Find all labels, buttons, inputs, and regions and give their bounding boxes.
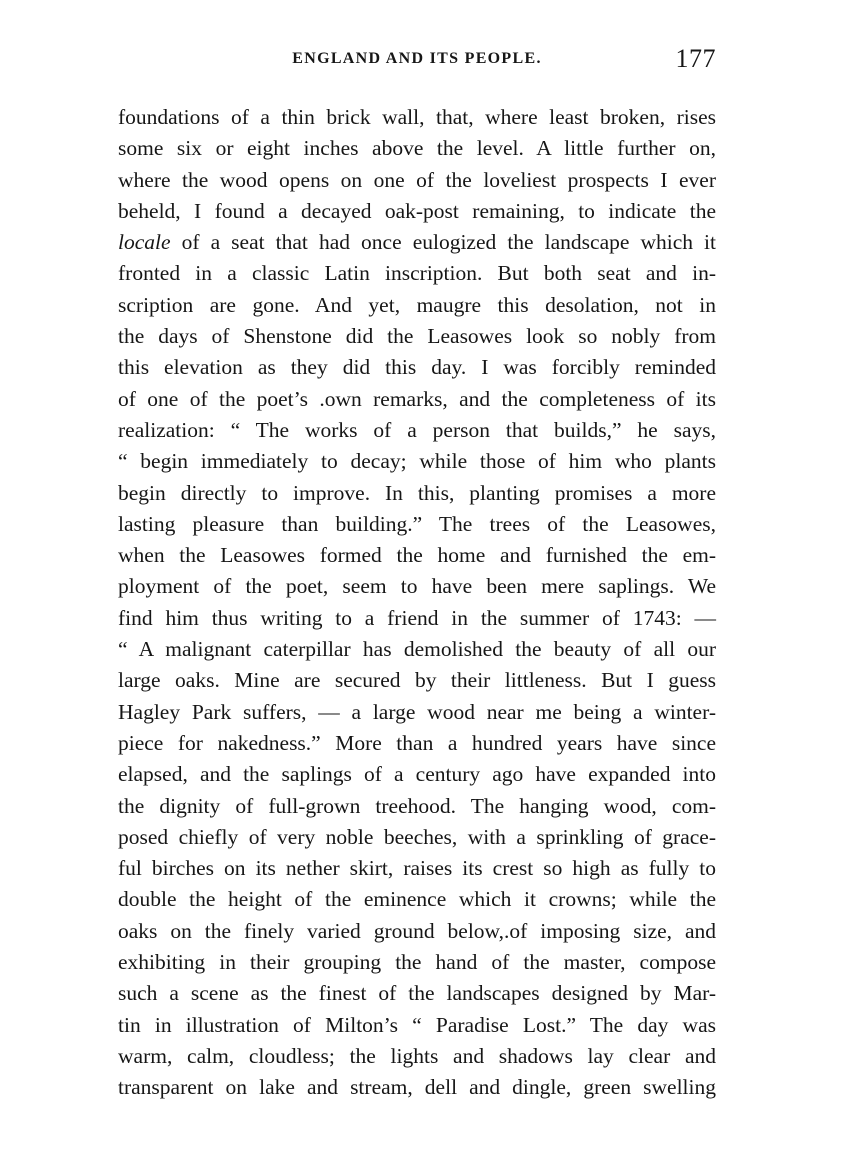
page-number: 177 xyxy=(675,44,716,73)
text-line: large oaks. Mine are secured by their littleness. But I guess xyxy=(118,668,716,693)
text-line xyxy=(118,227,716,258)
text-line: begin directly to improve. In this, planting promises a more xyxy=(118,480,716,505)
text-line: elapsed, and the saplings of a century ago have expanded into xyxy=(118,762,716,787)
text-line: where the wood opens on one of the loveliest prospects I ever xyxy=(118,167,716,192)
text-line: the days of Shenstone did the Leasowes look so nobly from xyxy=(118,324,716,349)
text-line: “ begin immediately to decay; while those of him who plants xyxy=(118,449,716,474)
text-line: some six or eight inches above the level. A little further on, xyxy=(118,136,716,161)
text-line-rest: of a seat that had once eulogized the landscape which it xyxy=(181,230,717,255)
text-line: Hagley Park suffers, — a large wood near me being a winter- xyxy=(118,699,716,724)
text-line: such a scene as the finest of the landscapes designed by Mar- xyxy=(118,981,716,1006)
text-line: find him thus writing to a friend in the summer of 1743: — xyxy=(118,605,716,630)
text-line: beheld, I found a decayed oak-post remaining, to indicate the xyxy=(118,198,716,223)
text-line: ployment of the poet, seem to have been mere saplings. We xyxy=(118,574,716,599)
text-line: of one of the poet’s .own remarks, and the completeness of its xyxy=(118,386,716,411)
text-line: fronted in a classic Latin inscription. But both seat and in- xyxy=(118,261,716,286)
text-line: “ A malignant caterpillar has demolished the beauty of all our xyxy=(118,637,716,662)
body-text xyxy=(118,102,716,1104)
italic-word: locale xyxy=(118,230,171,255)
text-line: tin in illustration of Milton’s “ Paradise Lost.” The day was xyxy=(118,1012,716,1037)
text-line: when the Leasowes formed the home and furnished the em- xyxy=(118,543,716,568)
text-line: oaks on the finely varied ground below,.of imposing size, and xyxy=(118,918,716,943)
text-line: ful birches on its nether skirt, raises its crest so high as fully to xyxy=(118,856,716,881)
text-line: scription are gone. And yet, maugre this desolation, not in xyxy=(118,292,716,317)
text-line: exhibiting in their grouping the hand of the master, compose xyxy=(118,950,716,975)
running-title: ENGLAND AND ITS PEOPLE. xyxy=(292,50,542,67)
text-line: double the height of the eminence which it crowns; while the xyxy=(118,887,716,912)
text-line: this elevation as they did this day. I was forcibly reminded xyxy=(118,355,716,380)
text-line: foundations of a thin brick wall, that, where least broken, rises xyxy=(118,105,716,129)
text-line: lasting pleasure than building.” The trees of the Leasowes, xyxy=(118,511,716,536)
text-line: posed chiefly of very noble beeches, with a sprinkling of grace- xyxy=(118,824,716,849)
text-line: the dignity of full-grown treehood. The hanging wood, com- xyxy=(118,793,716,818)
text-line: piece for nakedness.” More than a hundred years have since xyxy=(118,730,716,755)
text-line: warm, calm, cloudless; the lights and shadows lay clear and xyxy=(118,1043,716,1068)
text-line: realization: “ The works of a person that builds,” he says, xyxy=(118,417,716,442)
text-line: transparent on lake and stream, dell and dingle, green swelling xyxy=(118,1075,716,1100)
running-head xyxy=(118,44,716,84)
